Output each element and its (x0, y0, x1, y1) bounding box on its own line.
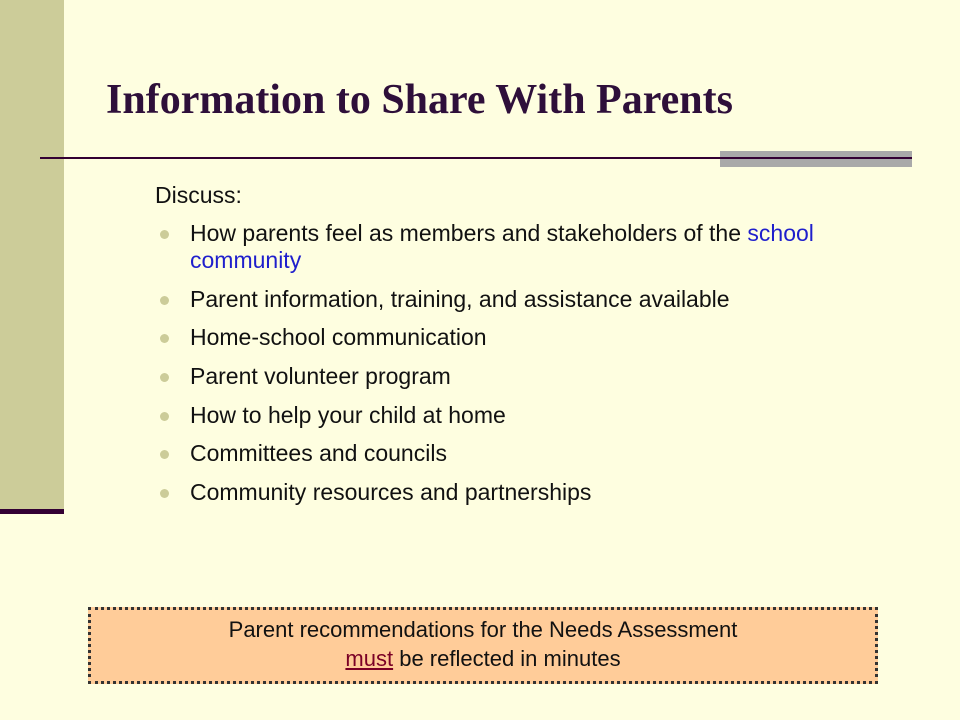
bullet-list (155, 220, 915, 507)
slide-body (155, 182, 915, 517)
left-accent-base (0, 509, 64, 514)
list-item (155, 324, 915, 352)
bullet-dot-icon (160, 334, 169, 343)
list-item (155, 363, 915, 391)
list-item (155, 440, 915, 468)
bullet-dot-icon (160, 412, 169, 421)
bullet-text: Home-school communication (190, 324, 487, 351)
callout-line-1: Parent recommendations for the Needs Assessment (228, 617, 738, 642)
bullet-text: Committees and councils (190, 440, 447, 467)
list-item (155, 286, 915, 314)
callout-line-2 (91, 645, 875, 674)
intro-text: Discuss: (155, 182, 242, 208)
bullet-dot-icon (160, 489, 169, 498)
school-community-link[interactable]: school community (190, 219, 814, 274)
list-item (155, 479, 915, 507)
bullet-text: How to help your child at home (190, 401, 506, 428)
left-accent-band (0, 0, 64, 510)
needs-assessment-callout (88, 607, 878, 684)
bullet-dot-icon (160, 450, 169, 459)
callout-line-2-rest: be reflected in minutes (393, 645, 621, 671)
bullet-dot-icon (160, 296, 169, 305)
title-divider-accent (720, 151, 912, 167)
bullet-dot-icon (160, 373, 169, 382)
bullet-text: Community resources and partnerships (190, 478, 592, 505)
bullet-dot-icon (160, 230, 169, 239)
bullet-text: How parents feel as members and stakeholders of the (190, 219, 742, 246)
list-item (155, 220, 915, 275)
list-item (155, 402, 915, 430)
bullet-text: Parent volunteer program (190, 362, 451, 389)
callout-emphasis: must (345, 645, 394, 671)
bullet-text: Parent information, training, and assistance available (190, 285, 730, 312)
slide-title: Information to Share With Parents (106, 77, 733, 123)
